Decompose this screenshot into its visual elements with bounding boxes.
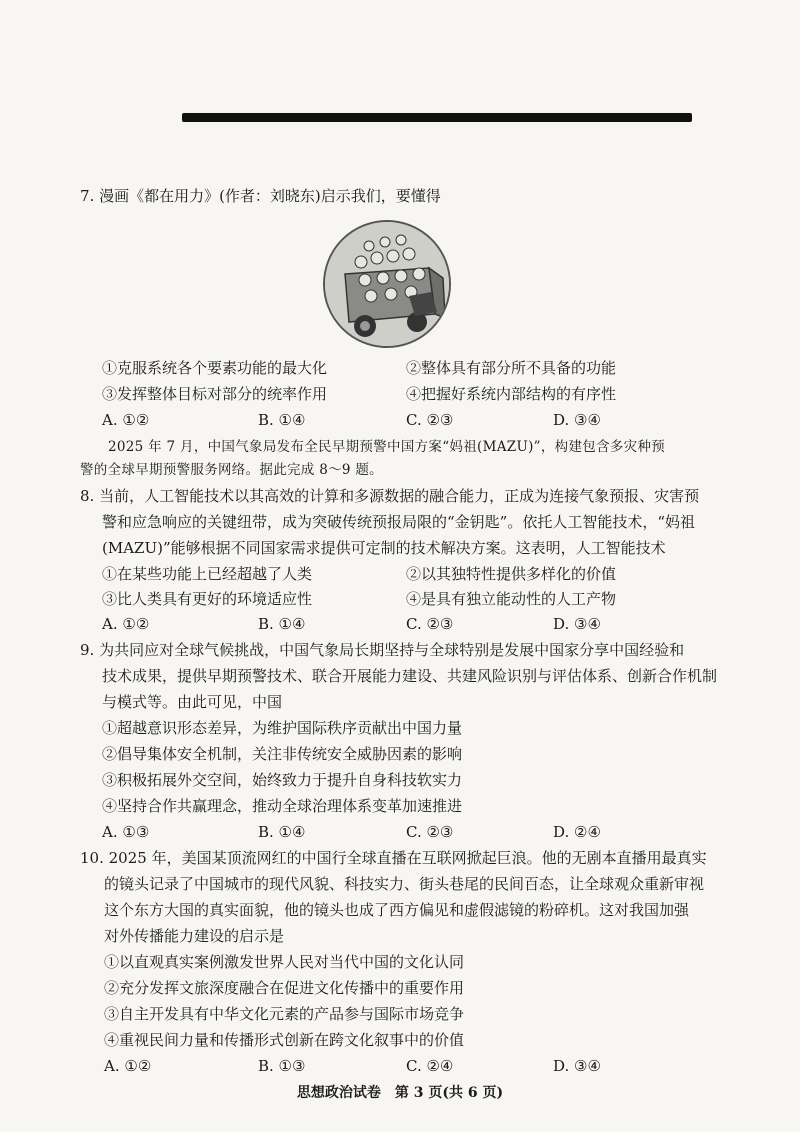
q10-option-1: ①以直观真实案例激发世界人民对当代中国的文化认同 bbox=[104, 953, 465, 971]
q7-stem: 7. 漫画《都在用力》(作者：刘晓东)启示我们，要懂得 bbox=[80, 187, 441, 205]
q7-option-1: ①克服系统各个要素功能的最大化 bbox=[102, 359, 328, 377]
q8-option-4: ④是具有独立能动性的人工产物 bbox=[406, 590, 617, 608]
q7-option-2: ②整体具有部分所不具备的功能 bbox=[406, 359, 617, 377]
q8-option-2: ②以其独特性提供多样化的价值 bbox=[406, 565, 617, 583]
q8-choice-a: A. ①② bbox=[102, 615, 150, 633]
q8-choice-c: C. ②③ bbox=[406, 615, 454, 633]
q9-stem-line-2: 技术成果，提供早期预警技术、联合开展能力建设、共建风险识别与评估体系、创新合作机制 bbox=[102, 667, 718, 685]
q10-stem-line-2: 的镜头记录了中国城市的现代风貌、科技实力、街头巷尾的民间百态，让全球观众重新审视 bbox=[104, 875, 705, 893]
q9-choice-d: D. ②④ bbox=[553, 823, 601, 841]
q10-choice-b: B. ①③ bbox=[258, 1057, 306, 1075]
q8-option-1: ①在某些功能上已经超越了人类 bbox=[102, 565, 313, 583]
q9-option-4: ④坚持合作共赢理念，推动全球治理体系变革加速推进 bbox=[102, 797, 463, 815]
q10-stem-line-1: 10. 2025 年，美国某顶流网红的中国行全球直播在互联网掀起巨浪。他的无剧本直播用最真实 bbox=[80, 849, 707, 867]
page-footer: 思想政治试卷 第 3 页(共 6 页) bbox=[296, 1085, 504, 1101]
q7-option-3: ③发挥整体目标对部分的统率作用 bbox=[102, 385, 328, 403]
q9-choice-c: C. ②③ bbox=[406, 823, 454, 841]
q9-option-2: ②倡导集体安全机制，关注非传统安全威胁因素的影响 bbox=[102, 745, 463, 763]
q10-choice-a: A. ①② bbox=[104, 1057, 152, 1075]
q9-option-3: ③积极拓展外交空间，始终致力于提升自身科技软实力 bbox=[102, 771, 463, 789]
material-line-1: 2025 年 7 月，中国气象局发布全民早期预警中国方案“妈祖(MAZU)”，构建包含多灾种预 bbox=[108, 439, 666, 455]
q10-option-2: ②充分发挥文旅深度融合在促进文化传播中的重要作用 bbox=[104, 979, 465, 997]
q7-option-4: ④把握好系统内部结构的有序性 bbox=[406, 385, 617, 403]
material-line-2: 警的全球早期预警服务网络。据此完成 8～9 题。 bbox=[80, 462, 383, 478]
q7-choice-c: C. ②③ bbox=[406, 411, 454, 429]
q10-stem-line-4: 对外传播能力建设的启示是 bbox=[104, 927, 285, 945]
q8-choice-b: B. ①④ bbox=[258, 615, 306, 633]
q9-choice-a: A. ①③ bbox=[102, 823, 150, 841]
q10-option-4: ④重视民间力量和传播形式创新在跨文化叙事中的价值 bbox=[104, 1031, 465, 1049]
q7-choice-b: B. ①④ bbox=[258, 411, 306, 429]
q8-option-3: ③比人类具有更好的环境适应性 bbox=[102, 590, 313, 608]
q8-choice-d: D. ③④ bbox=[553, 615, 601, 633]
q9-option-1: ①超越意识形态差异，为维护国际秩序贡献出中国力量 bbox=[102, 719, 463, 737]
q10-option-3: ③自主开发具有中华文化元素的产品参与国际市场竞争 bbox=[104, 1005, 465, 1023]
q10-choice-d: D. ③④ bbox=[553, 1057, 601, 1075]
q9-choice-b: B. ①④ bbox=[258, 823, 306, 841]
q9-stem-line-1: 9. 为共同应对全球气候挑战，中国气象局长期坚持与全球特别是发展中国家分享中国经验和 bbox=[80, 641, 685, 659]
q8-stem-line-2: 警和应急响应的关键纽带，成为突破传统预报局限的“金钥匙”。依托人工智能技术，“妈祖 bbox=[102, 513, 696, 531]
cartoon-truck-figures-icon bbox=[323, 220, 451, 348]
q8-stem-line-3: (MAZU)”能够根据不同国家需求提供可定制的技术解决方案。这表明，人工智能技术 bbox=[102, 539, 666, 557]
q9-stem-line-3: 与模式等。由此可见，中国 bbox=[102, 693, 283, 711]
q7-choice-d: D. ③④ bbox=[553, 411, 601, 429]
header-rule bbox=[182, 113, 692, 122]
q8-stem-line-1: 8. 当前，人工智能技术以其高效的计算和多源数据的融合能力，正成为连接气象预报、灾害预 bbox=[80, 487, 700, 505]
q10-choice-c: C. ②④ bbox=[406, 1057, 454, 1075]
q7-choice-a: A. ①② bbox=[102, 411, 150, 429]
q10-stem-line-3: 这个东方大国的真实面貌，他的镜头也成了西方偏见和虚假滤镜的粉碎机。这对我国加强 bbox=[104, 901, 690, 919]
